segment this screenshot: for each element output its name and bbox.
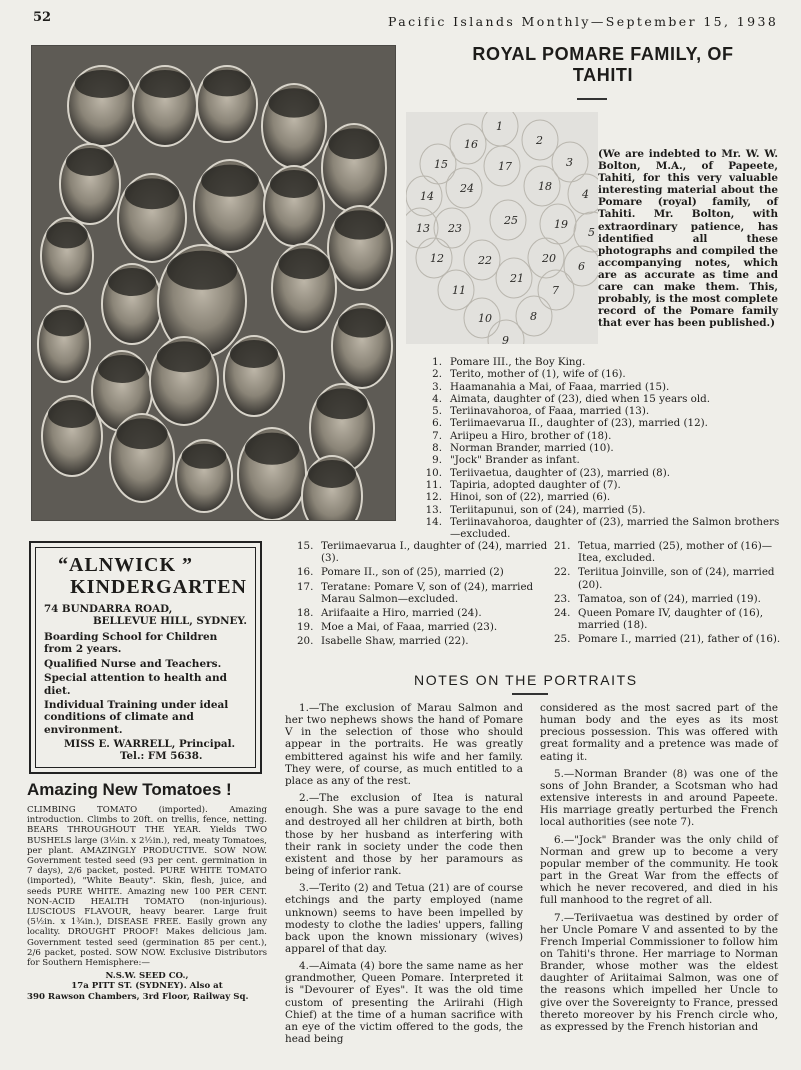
portrait-hair	[270, 170, 318, 198]
notes-heading: NOTES ON THE PORTRAITS	[414, 672, 638, 688]
key-number: 6	[578, 260, 585, 273]
kindergarten-address-2: BELLEVUE HILL, SYDNEY.	[92, 615, 247, 627]
portrait-hair	[338, 308, 386, 337]
key-number: 12	[430, 252, 444, 265]
kindergarten-line: Qualified Nurse and Teachers.	[44, 657, 222, 670]
legend-number: 9.	[432, 454, 442, 467]
tomatoes-ad-headline: Amazing New Tomatoes !	[27, 780, 232, 799]
key-number: 13	[416, 222, 430, 235]
key-diagram-svg	[406, 112, 598, 344]
portrait-hair	[66, 148, 114, 176]
tomatoes-ad-company: N.S.W. SEED CO.,	[105, 971, 189, 982]
tomatoes-ad-body: CLIMBING TOMATO (imported). Amazing introduction. Climbs to 20ft. on trellis, fence, netting. BEARS THROUGHOUT THE YEAR. Yields TWO BUSHELS large (3½in. x 2½in.), red, meaty Tomatoes, per plant. AMAZINGLY PRODUCTIVE. SOW NOW. Government tested seed (93 per cent. germination in 7 days), 2/6 packet, posted. PURE WHITE TOMATO (imported), "White Beauty". Skin, flesh, juice, and seeds PURE WHITE. Amazing new 100 PER CENT. NON-ACID HEALTH TOMATO (non-injurious). LUSCIOUS FLAVOUR, heavy bearer. Large fruit (5½in. x 1¾in.), DISEASE FREE. Easily grown any locality. DROUGHT PROOF! Makes delicious jam. Government tested seed (germination 85 per cent.), 2/6 packet, posted. SOW NOW. Exclusive Distributors for Southern Hemisphere:—	[27, 805, 267, 969]
legend-entry	[297, 621, 549, 633]
legend-text: Pomare II., son of (25), married (2)	[321, 566, 504, 579]
legend-number: 19.	[297, 621, 314, 634]
legend-entry	[420, 356, 782, 368]
legend-text: Teratane: Pomare V, son of (24), married Marau Salmon—excluded.	[321, 580, 534, 605]
key-number: 11	[452, 284, 466, 297]
legend-entry	[297, 540, 549, 564]
page-number: 52	[33, 10, 52, 25]
article-title-line2: TAHITI	[572, 65, 634, 85]
legend-text: Tapiria, adopted daughter of (7).	[450, 478, 621, 491]
kindergarten-address-1: 74 BUNDARRA ROAD,	[44, 603, 173, 615]
kindergarten-line: Boarding School for Children from 2 years.	[44, 631, 218, 656]
note-paragraph: 1.—The exclusion of Marau Salmon and her two nephews shows the hand of Pomare V in the selection of those who should appear in the portraits. He was greatly embittered against his wife and her family. They were, of course, as much entitled to a place as any of the rest.	[285, 702, 523, 787]
legend-text: Ariipeu a Hiro, brother of (18).	[450, 429, 612, 442]
legend-number: 22.	[554, 566, 571, 579]
portrait-hair	[316, 388, 367, 419]
legend-number: 16.	[297, 566, 314, 579]
legend-text: "Jock" Brander as infant.	[450, 454, 580, 467]
title-rule	[577, 98, 607, 100]
kindergarten-body	[44, 631, 247, 736]
legend-number: 12.	[425, 491, 442, 504]
note-paragraph: 4.—Aimata (4) bore the same name as her grandmother, Queen Pomare. Interpreted it is "Devourer of Eyes". It was the old time custom of presenting the Ariirahi (High Chief) at the time of a human sacrifice with an eye of the victim offered to the gods, the head being	[285, 960, 523, 1046]
legend-number: 17.	[297, 580, 314, 593]
key-number: 18	[538, 180, 552, 193]
key-number: 15	[434, 158, 448, 171]
portrait-hair	[75, 70, 129, 98]
legend-text: Hinoi, son of (22), married (6).	[450, 491, 611, 504]
key-number: 14	[420, 190, 434, 203]
legend-entry	[420, 393, 782, 405]
legend-number: 11.	[425, 478, 442, 491]
portrait-hair	[308, 460, 356, 488]
portrait-hair	[125, 178, 179, 209]
key-number: 9	[502, 334, 509, 344]
note-paragraph: 6.—"Jock" Brander was the only child of Norman and grew up to become a very popular member of the community. He took part in the Great War from the effects of which he never recovered, and died in his full manhood to the regret of all.	[540, 833, 778, 907]
key-number: 23	[448, 222, 462, 235]
legend-text: Moe a Mai, of Faaa, married (23).	[321, 621, 498, 634]
portrait-hair	[157, 341, 211, 372]
key-number: 8	[530, 310, 537, 323]
portrait-collage-photo	[31, 45, 396, 521]
portrait-hair	[116, 418, 167, 449]
legend-number: 15.	[297, 540, 314, 552]
portrait-hair	[139, 70, 190, 98]
legend-number: 20.	[297, 635, 314, 648]
portrait-legend-list-3	[554, 540, 782, 648]
legend-number: 7.	[432, 429, 442, 442]
legend-text: Tamatoa, son of (24), married (19).	[578, 592, 761, 605]
key-number: 17	[498, 160, 512, 173]
portrait-key-diagram	[406, 112, 598, 344]
portrait-hair	[167, 251, 237, 290]
legend-text: Teriimaevarua II., daughter of (23), married (12).	[450, 417, 708, 430]
key-number: 10	[478, 312, 492, 325]
legend-text: Aimata, daughter of (23), died when 15 years old.	[450, 392, 710, 405]
legend-text: Pomare I., married (21), father of (16).	[578, 633, 781, 646]
tomatoes-ad-address-2: 390 Rawson Chambers, 3rd Floor, Railway Sq.	[27, 991, 249, 1002]
legend-entry	[420, 381, 782, 393]
portrait-hair	[43, 310, 85, 337]
legend-number: 1.	[432, 356, 442, 368]
legend-entry	[420, 405, 782, 417]
portrait-hair	[182, 444, 227, 469]
portrait-hair	[201, 165, 259, 197]
key-number: 19	[554, 218, 568, 231]
legend-text: Teriimaevarua I., daughter of (24), married (3).	[321, 540, 548, 565]
legend-entry	[297, 635, 549, 647]
legend-text: Ariifaaite a Hiro, married (24).	[321, 607, 482, 620]
portrait-legend-list-2	[297, 540, 549, 650]
legend-number: 10.	[425, 466, 442, 479]
legend-entry	[554, 566, 782, 590]
legend-entry	[420, 430, 782, 442]
legend-number: 2.	[432, 368, 442, 381]
legend-number: 23.	[554, 592, 571, 605]
portrait-hair	[46, 222, 88, 249]
portrait-hair	[328, 128, 379, 159]
article-title	[412, 44, 794, 86]
legend-entry	[297, 581, 549, 605]
portrait-hair	[203, 70, 251, 97]
legend-entry	[420, 454, 782, 466]
legend-text: Queen Pomare IV, daughter of (16), married (18).	[578, 607, 764, 632]
legend-entry	[297, 607, 549, 619]
legend-number: 21.	[554, 540, 571, 552]
portrait-hair	[48, 400, 96, 428]
note-paragraph: 5.—Norman Brander (8) was one of the sons of John Brander, a Scotsman who had extensive interests in and around Papeete. His marriage greatly perturbed the French local authorities (see note 7).	[540, 767, 778, 829]
legend-entry	[554, 607, 782, 631]
legend-entry	[420, 467, 782, 479]
legend-number: 6.	[432, 417, 442, 430]
notes-column-2	[540, 702, 778, 1038]
portrait-hair	[108, 268, 156, 296]
key-number: 5	[588, 226, 595, 239]
portrait-hair	[98, 355, 146, 383]
notes-column-1	[285, 702, 523, 1050]
legend-number: 4.	[432, 392, 442, 405]
legend-text: Teriitapunui, son of (24), married (5).	[450, 503, 646, 516]
legend-number: 5.	[432, 405, 442, 418]
legend-number: 13.	[425, 503, 442, 516]
notes-rule	[512, 693, 548, 695]
legend-entry	[420, 504, 782, 516]
article-title-line1: ROYAL POMARE FAMILY, OF	[472, 44, 734, 64]
portrait-hair	[278, 248, 329, 279]
kindergarten-name-2: KINDERGARTEN	[70, 576, 247, 598]
tomatoes-ad	[27, 805, 267, 1002]
legend-text: Tetua, married (25), mother of (16)—Itea, excluded.	[578, 540, 773, 565]
legend-entry	[420, 516, 782, 541]
key-number: 7	[552, 284, 559, 297]
kindergarten-ad	[29, 541, 262, 774]
legend-entry	[420, 491, 782, 503]
legend-entry	[554, 540, 782, 564]
kindergarten-principal: MISS E. WARRELL, Principal.	[64, 738, 236, 751]
key-number: 16	[464, 138, 478, 151]
legend-number: 18.	[297, 607, 314, 620]
legend-number: 8.	[432, 442, 442, 455]
portrait-hair	[334, 210, 385, 239]
portrait-legend-list	[420, 356, 782, 540]
legend-text: Teriitua Joinville, son of (24), married (20).	[578, 566, 775, 591]
legend-text: Teriinavahoroa, daughter of (23), married the Salmon brothers—excluded.	[450, 515, 780, 541]
legend-entry	[420, 479, 782, 491]
kindergarten-name-1: “ALNWICK ”	[58, 554, 194, 576]
key-number: 21	[510, 272, 524, 285]
legend-number: 24.	[554, 607, 571, 620]
legend-entry	[297, 566, 549, 578]
legend-text: Terito, mother of (1), wife of (16).	[450, 368, 626, 381]
legend-entry	[420, 368, 782, 380]
key-number: 4	[582, 188, 589, 201]
kindergarten-line: Individual Training under ideal conditions of climate and environment.	[44, 699, 229, 736]
legend-number: 3.	[432, 380, 442, 393]
note-paragraph: 3.—Terito (2) and Tetua (21) are of course etchings and the party employed (name unknown) seems to have been impelled by modesty to clothe the ladies' uppers, falling back upon the known missionary (wives) apparel of that day.	[285, 882, 523, 955]
legend-text: Teriinavahoroa, of Faaa, married (13).	[450, 405, 650, 418]
key-number: 25	[504, 214, 518, 227]
key-number: 3	[566, 156, 573, 169]
legend-number: 25.	[554, 633, 571, 646]
legend-entry	[554, 633, 782, 645]
running-title: Pacific Islands Monthly—September 15, 1938	[388, 14, 779, 29]
tomatoes-ad-address-1: 17a PITT ST. (SYDNEY). Also at	[71, 981, 223, 992]
key-number: 22	[478, 254, 492, 267]
note-paragraph: considered as the most sacred part of the human body and the eyes as its most precious possession. This was offered with great formality and a pretence was made of eating it.	[540, 702, 778, 763]
legend-text: Norman Brander, married (10).	[450, 442, 614, 455]
legend-text: Teriivaetua, daughter of (23), married (8).	[450, 466, 671, 479]
legend-number: 14.	[425, 515, 442, 528]
legend-entry	[420, 442, 782, 454]
kindergarten-tel: Tel.: FM 5638.	[120, 750, 203, 763]
note-paragraph: 7.—Teriivaetua was destined by order of her Uncle Pomare V and assented to by the French Imperial Commissioner to follow him on Tahiti's throne. Her marriage to Norman Brander, whose mother was the eldest daughter of Ariitaimai Salmon, was one of the reasons which impelled her Uncle to give over the Sovereignty to France, pressed thereto moreover by his French circle who, as expressed by the French historian and	[540, 911, 778, 1033]
legend-entry	[554, 593, 782, 605]
portrait-hair	[268, 88, 319, 117]
portrait-hair	[245, 433, 299, 465]
key-number: 1	[496, 120, 503, 133]
portrait-collage-icon	[32, 46, 395, 520]
legend-text: Pomare III., the Boy King.	[450, 356, 586, 368]
kindergarten-line: Special attention to health and diet.	[44, 672, 227, 697]
legend-text: Isabelle Shaw, married (22).	[321, 635, 469, 648]
note-paragraph: 2.—The exclusion of Itea is natural enough. She was a pure savage to the end and destroyed all her children at birth, both those by her husband as interfering with their rank in society under the code then existent and those by her paramours as being of inferior rank.	[285, 792, 523, 878]
article-intro: (We are indebted to Mr. W. W. Bolton, M.A., of Papeete, Tahiti, for this very valuable interesting material about the Pomare (royal) family, of Tahiti. Mr. Bolton, with extraordinary patience, has identified all these photographs and compiled the accompanying notes, which are as accurate as time and care can make them. This, probably, is the most complete record of the Pomare family that ever has been published.)	[598, 148, 778, 330]
key-number: 24	[460, 182, 474, 195]
key-number: 2	[536, 134, 543, 147]
key-number: 20	[542, 252, 556, 265]
portrait-hair	[230, 340, 278, 368]
legend-text: Haamanahia a Mai, of Faaa, married (15).	[450, 380, 670, 393]
legend-entry	[420, 417, 782, 429]
